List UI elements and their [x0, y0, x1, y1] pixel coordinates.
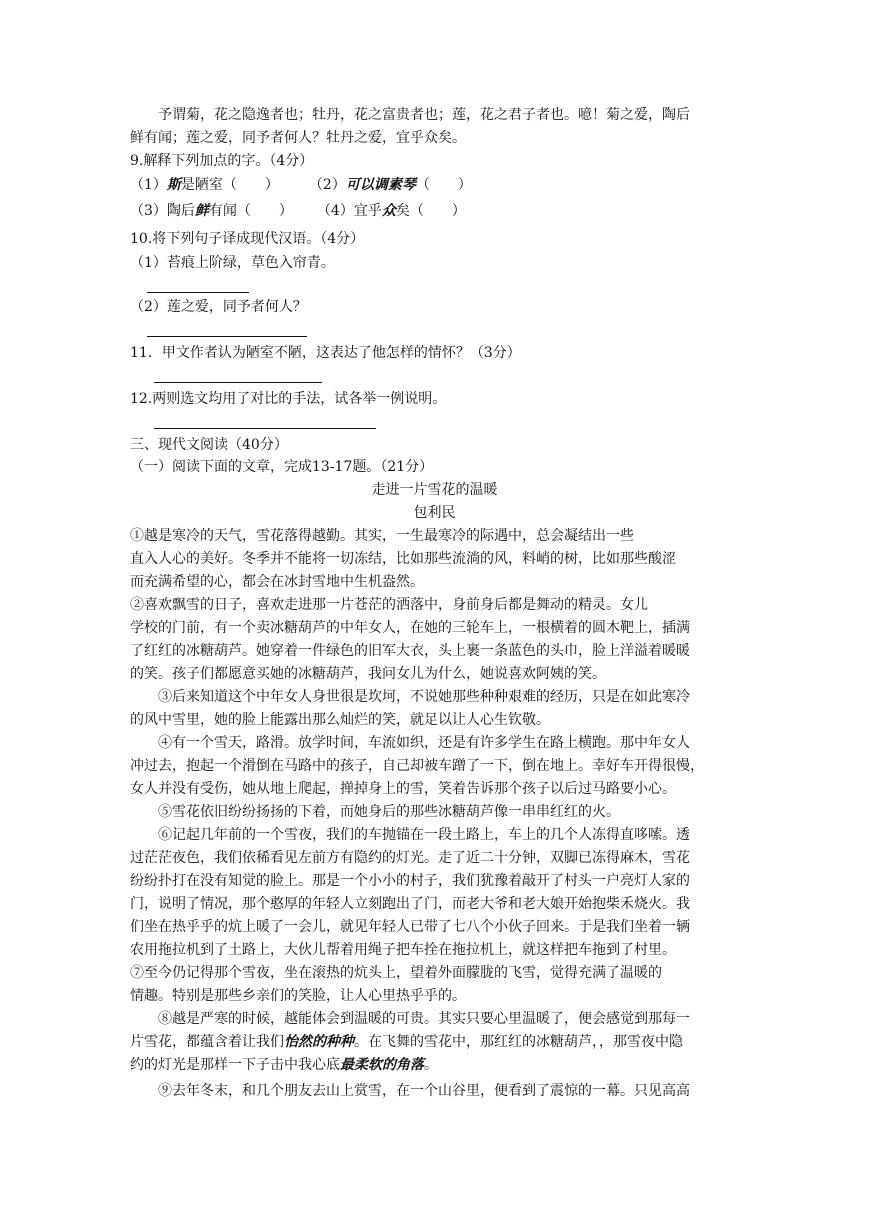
emphasized-phrase: 最柔软的角落	[340, 1057, 424, 1073]
q9-item3-prefix: （3）陶后	[130, 203, 195, 219]
article-line: 学校的门前，有一个卖冰糖葫芦的中年女人，在她的三轮车上，一根横着的圆木靶上，插满	[130, 620, 690, 636]
question-12-stem: 12.两则选文均用了对比的手法，试各举一例说明。	[130, 391, 447, 407]
q9-item4-prefix: （4）宜乎	[316, 203, 382, 219]
article-line: 农用拖拉机到了土路上，大伙儿帮着用绳子把车拴在拖拉机上，就这样把车拖到了村里。	[130, 942, 676, 958]
q9-item1-suffix: 是陋室（ ）	[180, 177, 279, 193]
passage-line: 鲜有闻；莲之爱，同予者何人？牡丹之爱，宜乎众矣。	[130, 130, 466, 146]
question-10-sentence-1: （1）苔痕上阶绿，草色入帘青。	[130, 255, 335, 271]
article-line: 情趣。特别是那些乡亲们的笑脸，让人心里热乎乎的。	[130, 988, 466, 1004]
emphasized-phrase: 怡然的种种	[284, 1034, 354, 1050]
question-10-sentence-2: （2）莲之爱，同予者何人？	[130, 299, 307, 315]
article-line: 的笑。孩子们都愿意买她的冰糖葫芦，我问女儿为什么，她说喜欢阿姨的笑。	[130, 666, 606, 682]
article-line: ④有一个雪天，路滑。放学时间，车流如织，还是有许多学生在路上横跑。那中年女人	[158, 735, 690, 751]
answer-line[interactable]	[147, 292, 249, 293]
q9-item4-suffix: 矣（ ）	[395, 203, 466, 219]
article-line: 的风中雪里，她的脸上能露出那么灿烂的笑，就足以让人心生钦敬。	[130, 712, 550, 728]
question-9-stem: 9.解释下列加点的字。（4分）	[130, 153, 314, 169]
section-subheading: （一）阅读下面的文章，完成13-17题。（21分）	[130, 459, 434, 475]
article-line: ②喜欢飘雪的日子，喜欢走进那一片苍茫的洒落中，身前身后都是舞动的精灵。女儿	[130, 597, 648, 613]
article-line: ⑧越是严寒的时候，越能体会到温暖的可贵。其实只要心里温暖了，便会感觉到那每一	[158, 1011, 690, 1027]
q9-item1-dotted-word: 斯	[166, 177, 181, 193]
question-11-stem: 11．甲文作者认为陋室不陋，这表达了他怎样的情怀？（3分）	[130, 345, 521, 361]
article-line	[130, 1054, 438, 1077]
section-heading: 三、现代文阅读（40分）	[130, 437, 288, 453]
question-9-items-row1	[130, 174, 472, 197]
article-line: 女人并没有受伤，她从地上爬起，掸掉身上的雪，笑着告诉那个孩子以后过马路要小心。	[130, 781, 676, 797]
q9-item3-suffix: 有闻（ ）	[208, 203, 293, 219]
article-line: 们坐在热乎乎的炕上暖了一会儿，就见年轻人已带了七八个小伙子回来。于是我们坐着一辆	[130, 919, 690, 935]
article-line: 了红红的冰糖葫芦。她穿着一件绿色的旧军大衣，头上裹一条蓝色的头巾，脸上洋溢着暖暖	[130, 643, 690, 659]
question-10-stem: 10.将下列句子译成现代汉语。（4分）	[130, 231, 365, 247]
article-text: 约的灯光是那样一下子击中我心底	[130, 1057, 340, 1073]
q9-item2-dotted-word: 可以调素琴	[345, 177, 416, 193]
article-line: ⑤雪花依旧纷纷扬扬的下着，而她身后的那些冰糖葫芦像一串串红红的火。	[158, 804, 620, 820]
answer-line[interactable]	[147, 336, 307, 337]
article-line: ⑦至今仍记得那个雪夜，坐在滚热的炕头上，望着外面朦胧的飞雪，觉得充满了温暖的	[130, 965, 662, 981]
article-line: 冲过去，抱起一个滑倒在马路中的孩子，自己却被车蹭了一下，倒在地上。幸好车开得很慢，	[130, 758, 704, 774]
q9-item3-dotted-word: 鲜	[194, 203, 209, 219]
passage-line: 予谓菊，花之隐逸者也；牡丹，花之富贵者也；莲，花之君子者也。噫！菊之爱，陶后	[158, 107, 690, 123]
article-line: 而充满希望的心，都会在冰封雪地中生机盎然。	[130, 574, 424, 590]
article-line: ⑨去年冬末，和几个朋友去山上赏雪，在一个山谷里，便看到了震惊的一幕。只见高高	[158, 1083, 690, 1099]
article-line: 过茫茫夜色，我们依稀看见左前方有隐约的灯光。走了近二十分钟，双脚已冻得麻木，雪花	[130, 850, 690, 866]
article-line: ①越是寒冷的天气，雪花落得越勤。其实，一生最寒冷的际遇中，总会凝结出一些	[130, 528, 634, 544]
q9-item2-prefix: （2）	[308, 177, 346, 193]
article-text: 片雪花，都蕴含着让我们	[130, 1034, 284, 1050]
article-line: 门，说明了情况，那个憨厚的年轻人立刻跑出了门，而老大爷和老大娘开始抱柴禾烧火。我	[130, 896, 690, 912]
article-title: 走进一片雪花的温暖	[371, 482, 498, 498]
article-line: 纷纷扑打在没有知觉的脸上。那是一个小小的村子，我们犹豫着敲开了村头一户亮灯人家的	[130, 873, 690, 889]
article-line: ⑥记起几年前的一个雪夜，我们的车抛锚在一段土路上，车上的几个人冻得直哆嗦。透	[158, 827, 690, 843]
question-9-items-row2	[130, 200, 466, 223]
article-author: 包利民	[413, 505, 456, 521]
q9-item2-suffix: （ ）	[415, 177, 472, 193]
article-line: 直入人心的美好。冬季并不能将一切冻结，比如那些流淌的风，料峭的树，比如那些酸涩	[130, 551, 676, 567]
article-text: 。在飞舞的雪花中，那红红的冰糖葫芦，，那雪夜中隐	[354, 1034, 683, 1050]
article-line	[130, 1031, 683, 1054]
q9-item4-dotted-word: 众	[381, 203, 396, 219]
answer-line[interactable]	[154, 382, 322, 383]
answer-line[interactable]	[154, 428, 376, 429]
q9-item1-prefix: （1）	[130, 177, 167, 193]
article-line: ③后来知道这个中年女人身世很是坎坷，不说她那些种种艰难的经历，只是在如此寒冷	[158, 689, 690, 705]
article-text: 。	[424, 1057, 438, 1073]
